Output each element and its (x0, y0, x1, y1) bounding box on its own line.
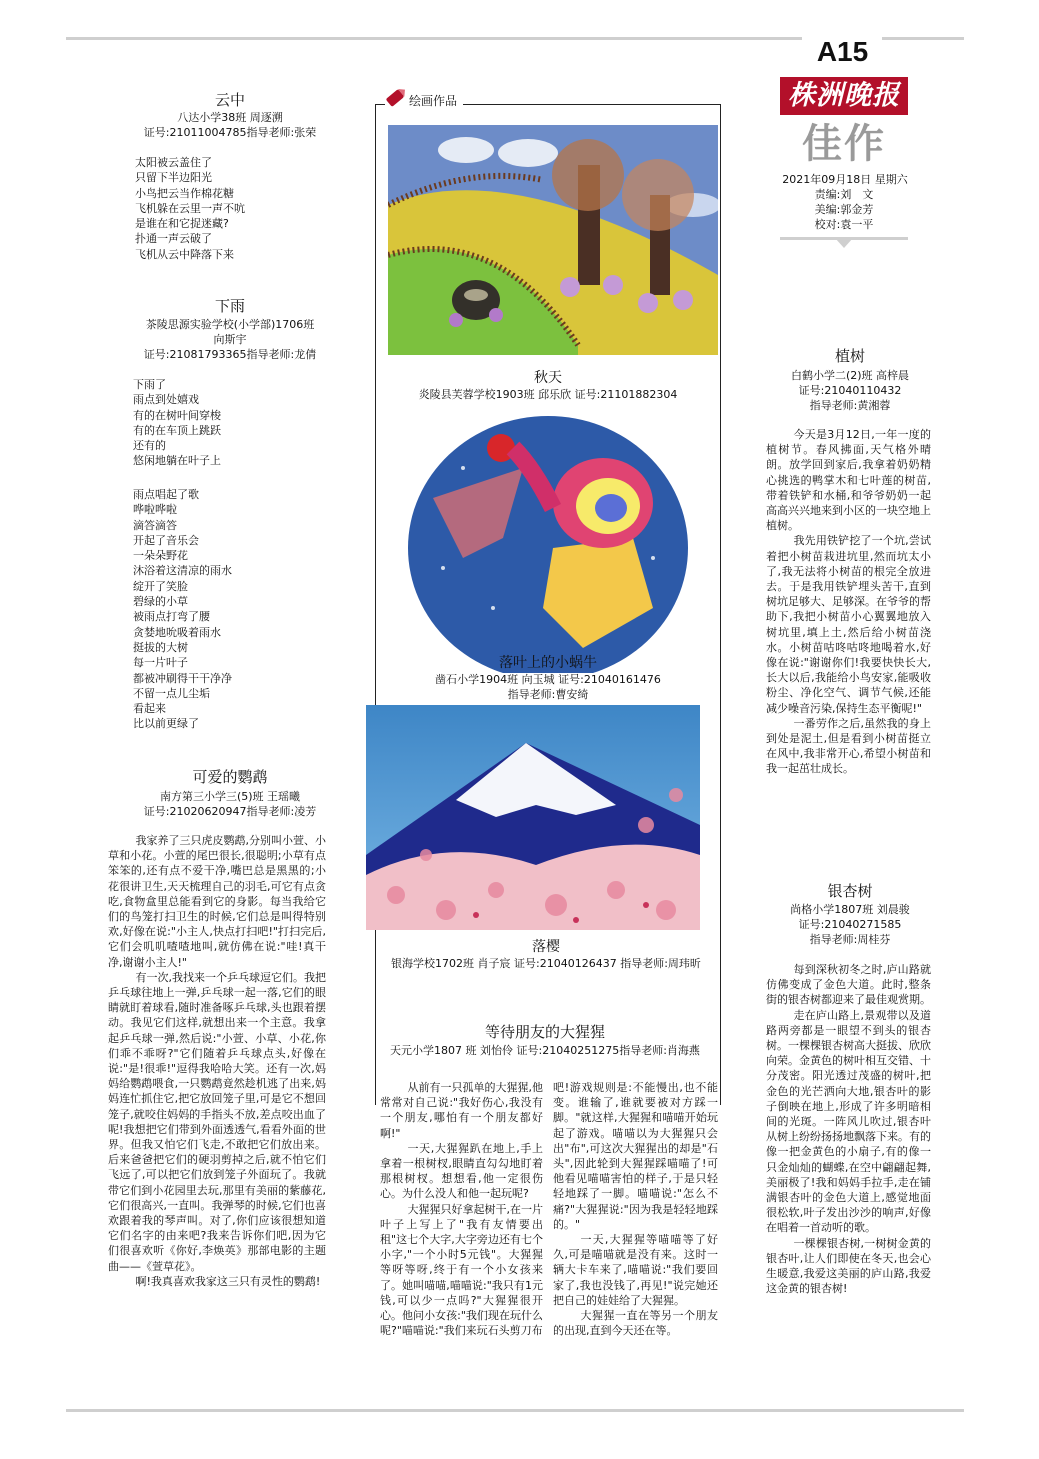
paragraph: 我先用铁铲挖了一个坑,尝试着把小树苗栽进坑里,然而坑太小了,我无法将小树苗的根完全放进去。于是我用铁铲埋头苦干,直到树坑足够大、足够深。在爷爷的帮助下,我把小树苗小心翼翼地放入树坑里,填上土,然后给小树苗浇水。小树苗咕咚咕咚地喝着水,好像在说:"谢谢你们!我要快快长大,长大以后,我能给小鸟安家,能吸收粉尘、净化空气、调节气候,还能减少噪音污染,保持生态平衡呢!" (766, 534, 931, 715)
cloud (438, 137, 494, 163)
paragraph: 啊!我真喜欢我家这三只有灵性的鹦鹉! (135, 1274, 321, 1288)
painting-credit: 炎陵县芙蓉学校1903班 邱乐欣 证号:21101882304 (418, 388, 678, 401)
blue-circle-background (408, 416, 688, 673)
poem-stanza-2: 雨点唱起了歌 哗啦哗啦 滴答滴答 开起了音乐会 一朵朵野花 沐浴着这清凉的雨水 绽开了笑脸 碧绿的小草 被雨点打弯了腰 贪婪地吮吸着雨水 挺拔的大树 每一片叶子 都被冲刷得干干净净 不留一点儿尘垢 看起来 比以前更绿了 (133, 488, 232, 731)
paragraph: 一天,大猩猩趴在地上,手上拿着一根树杈,眼睛直勾勾地盯着那根树杈。想想看,他一定很伤心。为什么没人和他一起玩呢? (380, 1141, 543, 1201)
tree-foliage (552, 139, 624, 211)
cloud (498, 139, 558, 167)
paragraph: 有一次,我找来一个乒乓球逗它们。我把乒乓球往地上一弹,乒乓球一起一落,它们的眼睛就盯着球看,随时准备啄乒乓球,头也跟着摆动。我见它们这样,就想出来一个主意。我拿起乒乓球一弹,然后说:"小萱、小草、小花,你们乖不乖呀?"它们随着乒乓球点头,好像在说:"是!很乖!"逗得我哈哈大笑。还有一次,妈妈给鹦鹉喂食,一只鹦鹉竟然趁机逃了出来,妈妈连忙抓住它,把它放回笼子里,可是它不想回笼子,就咬住妈妈的手指头不放,差点咬出血了呢!我想把它们带到外面透透气,看看外面的世界。但我又怕它们飞走,不敢把它们放出来。后来爸爸把它们的硬羽剪掉之后,就不怕它们飞远了,可以把它们放到笼子外面玩了。我就带它们到小花园里去玩,那里有美丽的紫藤花,它们很高兴,一直叫。我弹琴的时候,它们也喜欢跟着我的琴声叫。对了,你们应该很想知道它们名字的由来吧?我来告诉你们吧,因为它们很喜欢听《你好,李焕英》那部电影的主题曲——《萱草花》。 (108, 970, 326, 1273)
paragraph: 大猩猩一直在等另一个朋友的出现,直到今天还在等。 (553, 1309, 718, 1338)
article-cert: 证号:21040110432 (798, 384, 902, 397)
article-body (766, 962, 931, 1296)
article-cert: 证号:21020620947指导老师:凌芳 (143, 805, 317, 818)
paragraph: 每到深秋初冬之时,庐山路就仿佛变成了金色大道。此时,整条街的银杏树都迎来了最佳观赏期。 (766, 963, 931, 1007)
painting-snail (403, 408, 693, 673)
paragraph: 从前有一只孤单的大猩猩,他常常对自己说:"我好伤心,我没有一个朋友,哪怕有一个朋友都好啊!" (380, 1081, 543, 1140)
paragraph: 我家养了三只虎皮鹦鹉,分别叫小萱、小草和小花。小萱的尾巴很长,很聪明;小草有点笨笨的,还有点不爱干净,嘴巴总是黑黑的;小花很讲卫生,天天梳理自己的羽毛,可它有点贪吃,食物盒里总能看到它的身影。每当我给它们的鸟笼打扫卫生的时候,它们总是叫得特别欢,好像在说:"小主人,快点打扫吧!"打扫完后,它们会叽叽喳喳地叫,就仿佛在说:"哇!真干净,谢谢小主人!" (108, 834, 326, 969)
article-author: 茶陵思源实验学校(小学部)1706班 (145, 318, 315, 331)
art-editor: 美编:郭金芳 (814, 203, 874, 216)
paragraph: 走在庐山路上,景观带以及道路两旁都是一眼望不到头的银杏树。一棵棵银杏树高大挺拔、欣欣向荣。金黄色的树叶相互交错、十分茂密。阳光透过茂盛的树叶,把金色的光芒洒向大地,银杏叶的影子倒映在地上,形成了许多明暗相间的光斑。一阵风儿吹过,银杏叶从树上纷纷扬扬地飘落下来。有的像一把金黄色的小扇子,有的像一只金灿灿的蝴蝶,在空中翩翩起舞,美丽极了!我和妈妈手拉手,走在铺满银杏叶的金色大道上,感觉地面很松软,叶子发出沙沙的响声,好像在唱着一首动听的歌。 (766, 1008, 931, 1235)
article-title: 等待朋友的大猩猩 (484, 1023, 605, 1041)
article-byline: 天元小学1807 班 刘怡伶 证号:21040251275指导老师:肖海燕 (390, 1044, 700, 1057)
article-body (766, 427, 931, 777)
autumn-landscape-image (388, 125, 718, 355)
article-cert: 证号:21011004785指导老师:张荣 (143, 126, 317, 139)
article-author-name: 向斯宇 (213, 333, 247, 346)
article-teacher: 指导老师:黄湘蓉 (809, 399, 891, 412)
paragraph-continuation: 吧!游戏规则是:不能慢出,也不能变。谁输了,谁就要被对方踩一脚。"就这样,大猩猩和喵喵开始玩起了游戏。喵喵以为大猩猩只会出"布",可这次大猩猩出的却是"石头",因此轮到大猩猩踩喵喵了!可他看见喵喵害怕的样子,于是只轻轻地踩了一脚。喵喵说:"怎么不痛?"大猩猩说:"因为我是轻轻地踩的。" (553, 1081, 718, 1231)
paragraph: 一天,大猩猩等喵喵等了好久,可是喵喵就是没有来。这时一辆大卡车来了,喵喵说:"我们要回家了,我也没钱了,再见!"说完她还把自己的娃娃给了大猩猩。 (553, 1233, 718, 1307)
section-title: 佳作 (802, 120, 886, 167)
paragraph: 一番劳作之后,虽然我的身上到处是泥土,但是看到小树苗挺立在风中,我非常开心,希望小树苗和我一起茁壮成长。 (766, 716, 931, 776)
bottom-rule (66, 1409, 964, 1412)
top-rule-right (882, 37, 964, 40)
top-rule-left (66, 37, 802, 40)
painting-credit: 银海学校1702班 肖子宸 证号:21040126437 指导老师:周玮昕 (391, 957, 701, 970)
paragraph: 今天是3月12日,一年一度的植树节。春风拂面,天气格外晴朗。放学回到家后,我拿着奶奶精心挑选的鸭掌木和七叶莲的树苗,带着铁铲和水桶,和爷爷奶奶一起高高兴兴地来到小区的一块空地上植树。 (766, 428, 931, 533)
article-title: 云中 (214, 91, 245, 109)
article-author: 南方第三小学三(5)班 王瑶曦 (159, 790, 301, 803)
article-cert: 证号:21040271585 (798, 918, 902, 931)
article-author: 尚格小学1807班 刘晨骏 (790, 903, 910, 916)
poem-stanza-1: 下雨了 雨点到处嬉戏 有的在树叶间穿梭 有的在车顶上跳跃 还有的 悠闲地躺在叶子上 (133, 378, 221, 468)
article-title: 可爱的鹦鹉 (192, 768, 268, 786)
article-cert: 证号:21081793365指导老师:龙倩 (143, 348, 317, 361)
article-title: 植树 (834, 347, 865, 365)
painting-title: 落樱 (532, 939, 560, 955)
proofreader: 校对:袁一平 (814, 218, 874, 231)
painting-title: 秋天 (534, 370, 562, 386)
article-teacher: 指导老师:周桂芬 (809, 933, 891, 946)
painting-credit: 凿石小学1904班 向玉城 证号:21040161476 (435, 673, 661, 686)
article-column-1 (380, 1080, 543, 1338)
painting-cherry-blossom (366, 705, 700, 930)
tree-foliage (622, 159, 694, 231)
art-section-label-text: 绘画作品 (409, 94, 458, 108)
paragraph: 一棵棵银杏树,一树树金黄的银杏叶,让人们即使在冬天,也会心生暖意,我爱这美丽的庐山路,我爱这金黄的银杏树! (766, 1236, 931, 1296)
painting-title: 落叶上的小蜗牛 (499, 655, 597, 671)
poem-body: 太阳被云盖住了 只留下半边阳光 小鸟把云当作棉花糖 飞机躲在云里一声不吭 是谁在和它捉迷藏? 扑通一声云破了 飞机从云中降落下来 (135, 156, 245, 261)
painting-teacher: 指导老师:曹安绮 (507, 688, 589, 701)
article-title: 下雨 (214, 297, 245, 315)
painting-autumn (388, 125, 718, 355)
mountain-cherry-blossom-image (366, 705, 700, 930)
article-column-2 (553, 1080, 718, 1338)
article-author: 八达小学38班 周逐溯 (177, 111, 283, 124)
article-body (108, 833, 326, 1289)
editor: 责编:刘 文 (814, 188, 874, 201)
pen-icon (386, 89, 405, 107)
newspaper-logo: 株洲晚报 (780, 77, 908, 115)
article-title: 银杏树 (827, 882, 873, 900)
issue-date: 2021年09月18日 星期六 (782, 173, 908, 186)
article-author: 白鹤小学二(2)班 高梓晨 (790, 369, 910, 382)
chevron-down-icon (835, 238, 853, 248)
art-section-label (385, 93, 463, 109)
page-number: A15 (816, 36, 869, 67)
snail-on-leaf-image (403, 408, 693, 673)
paragraph: 大猩猩只好拿起树干,在一片叶子上写上了"我有友情要出租"这七个大字,大字旁边还有七个小字,"一个小时5元钱"。大猩猩等呀等呀,终于有一个小女孩来了。她叫喵喵,喵喵说:"我只有1元钱,可以少一点吗?"大猩猩很开心。他问小女孩:"我们现在玩什么呢?"喵喵说:"我们来玩石头剪刀布 (380, 1202, 543, 1338)
